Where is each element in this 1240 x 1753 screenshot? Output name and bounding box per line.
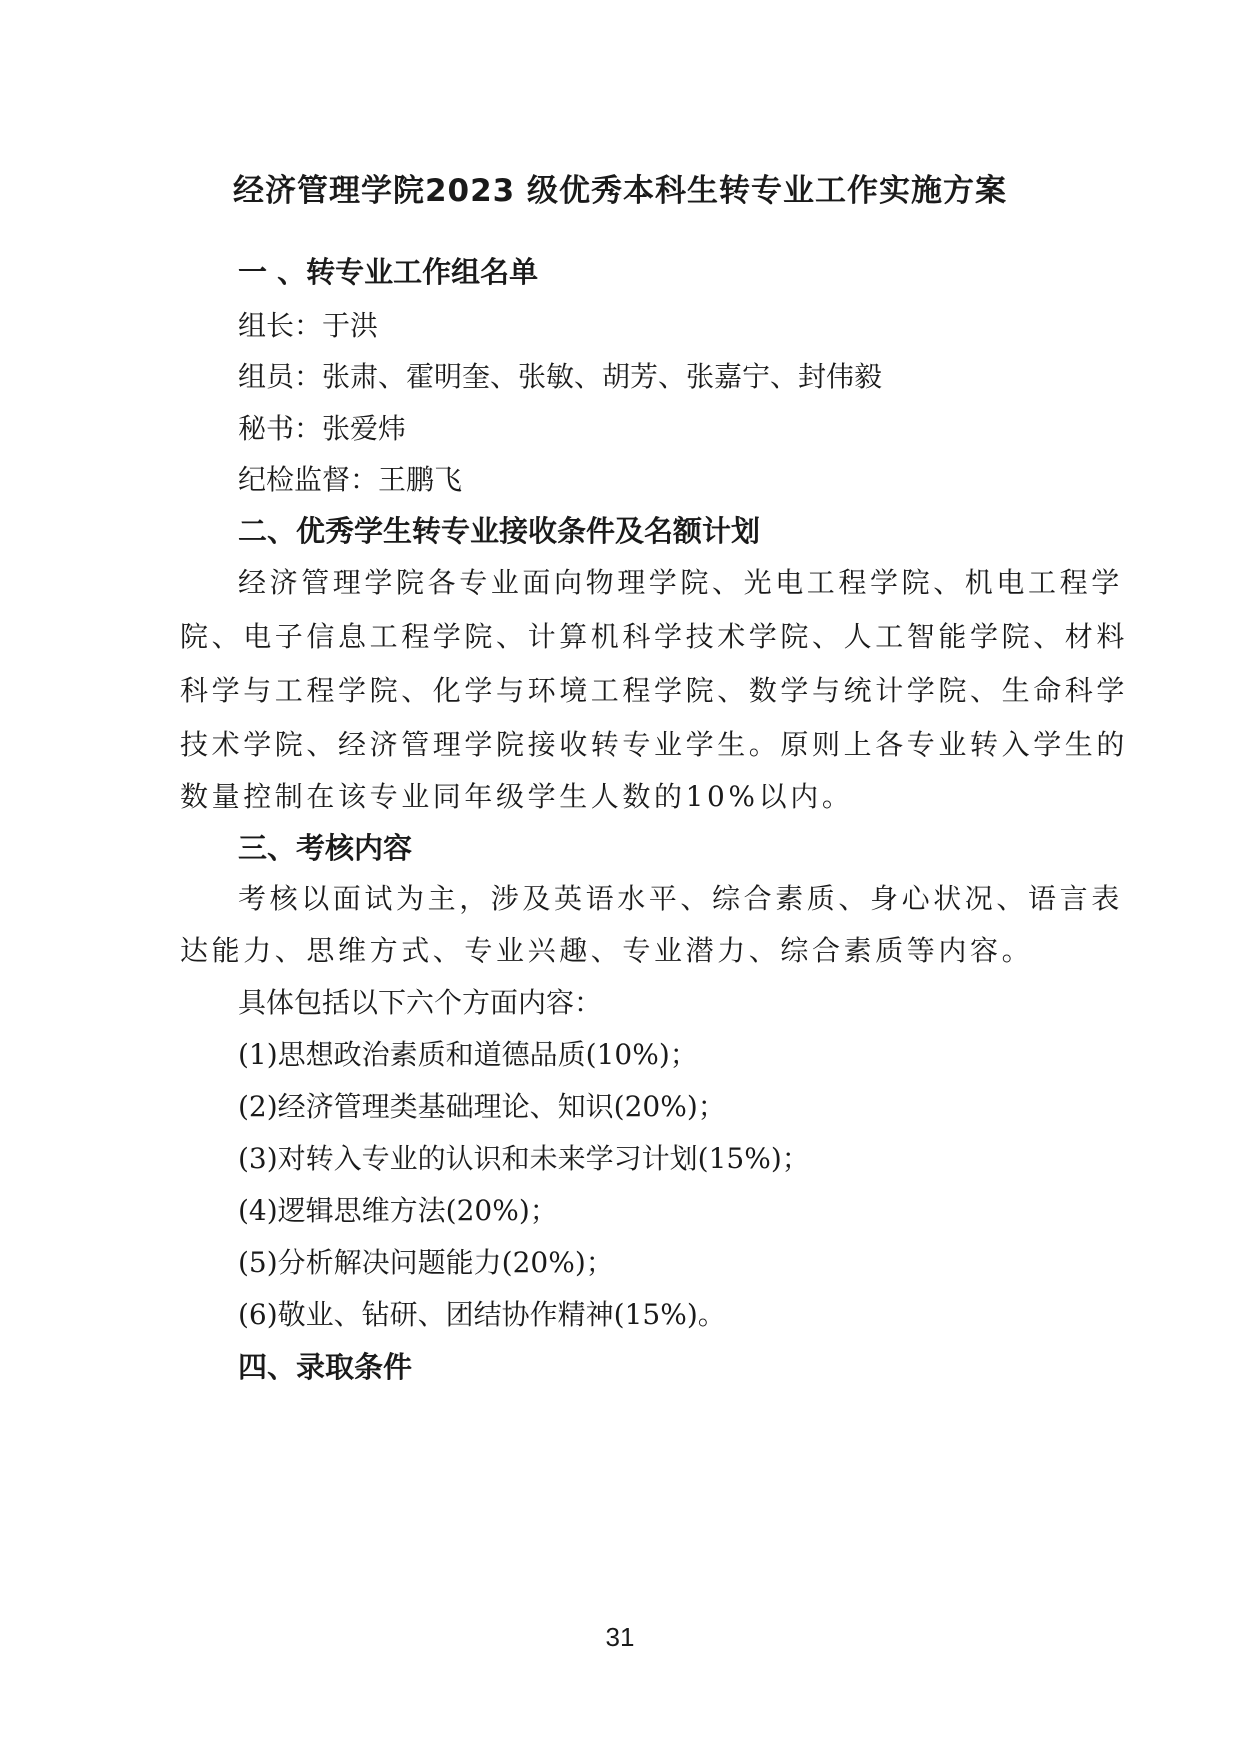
document-title: 经济管理学院2023 级优秀本科生转专业工作实施方案 — [232, 173, 1008, 209]
section-2-paragraph-line: 技术学院、经济管理学院接收转专业学生。原则上各专业转入学生的 — [180, 728, 1129, 761]
assessment-item: (6)敬业、钻研、团结协作精神(15%)。 — [238, 1298, 726, 1331]
section-3-paragraph-line: 达能力、思维方式、专业兴趣、专业潜力、综合素质等内容。 — [180, 934, 1034, 967]
section-2-heading: 二、优秀学生转专业接收条件及名额计划 — [238, 514, 761, 548]
section-3-intro: 具体包括以下六个方面内容： — [238, 986, 603, 1019]
assessment-item: (5)分析解决问题能力(20%)； — [238, 1246, 614, 1279]
section-2-paragraph-line: 数量控制在该专业同年级学生人数的10%以内。 — [180, 780, 854, 813]
leader-line: 组长：于洪 — [238, 309, 379, 342]
section-2-paragraph-line: 经济管理学院各专业面向物理学院、光电工程学院、机电工程学 — [238, 566, 1123, 599]
section-3-paragraph-line: 考核以面试为主，涉及英语水平、综合素质、身心状况、语言表 — [238, 882, 1123, 915]
assessment-item: (4)逻辑思维方法(20%)； — [238, 1194, 558, 1227]
section-3-heading: 三、考核内容 — [238, 831, 413, 865]
section-2-paragraph-line: 院、电子信息工程学院、计算机科学技术学院、人工智能学院、材料 — [180, 620, 1129, 653]
assessment-item: (2)经济管理类基础理论、知识(20%)； — [238, 1090, 726, 1123]
section-4-heading: 四、录取条件 — [238, 1350, 413, 1384]
section-1-heading: 一 、转专业工作组名单 — [238, 255, 539, 289]
section-2-paragraph-line: 科学与工程学院、化学与环境工程学院、数学与统计学院、生命科学 — [180, 674, 1129, 707]
assessment-item: (1)思想政治素质和道德品质(10%)； — [238, 1038, 698, 1071]
members-line: 组员：张肃、霍明奎、张敏、胡芳、张嘉宁、封伟毅 — [238, 360, 883, 393]
page-number: 31 — [605, 1622, 635, 1652]
supervisor-line: 纪检监督：王鹏飞 — [238, 463, 463, 496]
secretary-line: 秘书：张爱炜 — [238, 412, 407, 445]
assessment-item: (3)对转入专业的认识和未来学习计划(15%)； — [238, 1142, 810, 1175]
